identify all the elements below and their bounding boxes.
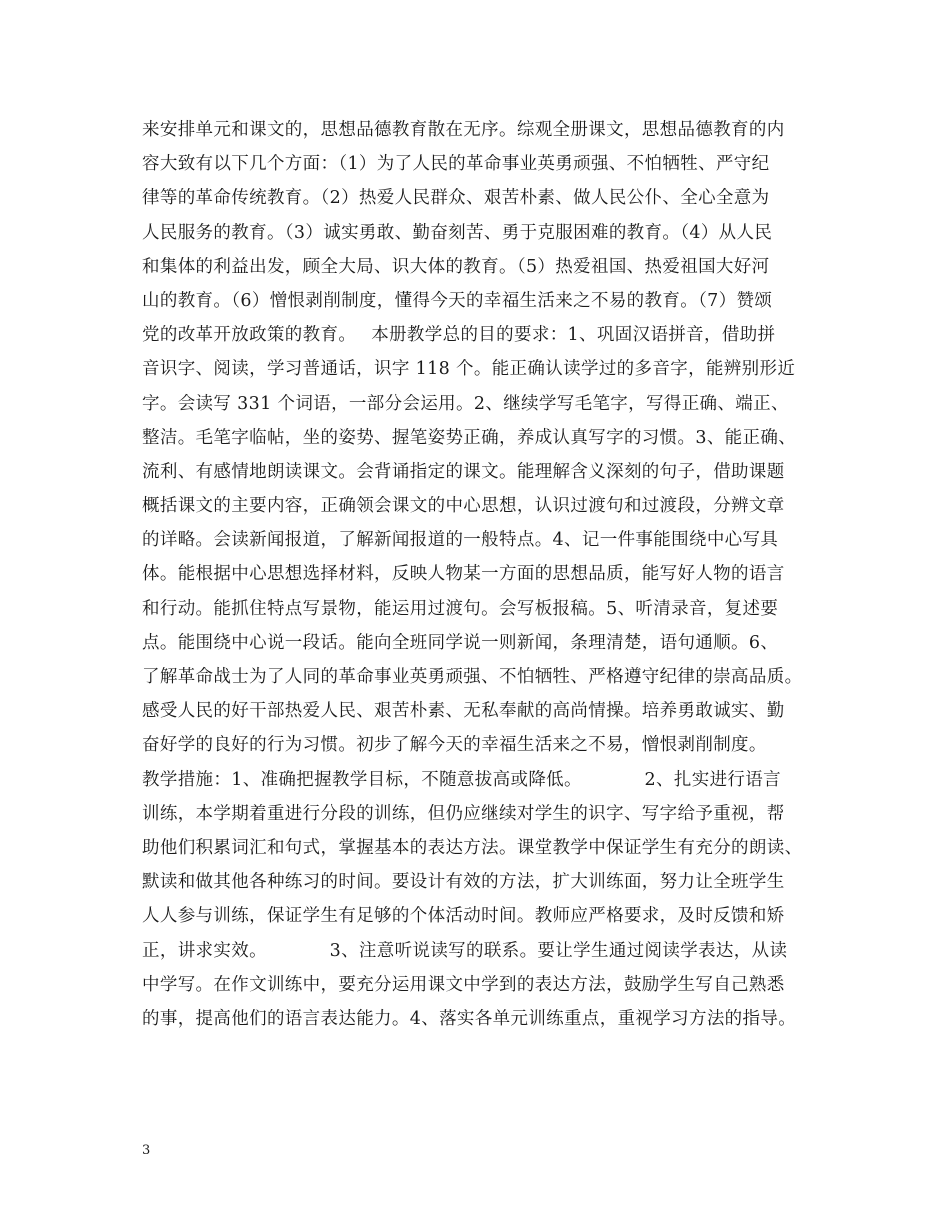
text-line: 点。能围绕中心说一段话。能向全班同学说一则新闻，条理清楚，语句通顺。6、 (142, 632, 779, 653)
text-line: 来安排单元和课文的，思想品德教育散在无序。综观全册课文，思想品德教育的内 (142, 120, 785, 140)
text-line: 训练，本学期着重进行分段的训练，但仍应继续对学生的识字、写字给予重视，帮 (142, 803, 785, 824)
text-line: 概括课文的主要内容，正确领会课文的中心思想，认识过渡句和过渡段，分辨文章 (142, 496, 785, 517)
text-line: 教学措施：1、准确把握教学目标，不随意拔高或降低。 2、扎实进行语言 (142, 769, 781, 790)
text-line: 奋好学的良好的行为习惯。初步了解今天的幸福生活来之不易，憎恨剥削制度。 (142, 735, 767, 756)
text-line: 体。能根据中心思想选择材料，反映人物某一方面的思想品质，能写好人物的语言 (142, 564, 785, 585)
text-line: 字。会读写 331 个词语，一部分会运用。2、继续学写毛笔字，写得正确、端正、 (142, 393, 789, 414)
text-line: 正，讲求实效。 3、注意听说读写的联系。要让学生通过阅读学表达，从读 (142, 940, 788, 961)
text-line: 助他们积累词汇和句式，掌握基本的表达方法。课堂教学中保证学生有充分的朗读、 (142, 837, 803, 858)
text-line: 感受人民的好干部热爱人民、艰苦朴素、无私奉献的高尚情操。培养勇敢诚实、勤 (142, 701, 785, 722)
text-line: 山的教育。（6）憎恨剥削制度，懂得今天的幸福生活来之不易的教育。（7）赞颂 (142, 290, 773, 311)
text-line: 律等的革命传统教育。（2）热爱人民群众、艰苦朴素、做人民公仆、全心全意为 (142, 188, 770, 209)
text-line: 党的改革开放政策的教育。 本册教学总的目的要求：1、巩固汉语拼音，借助拼 (142, 325, 776, 346)
text-line: 默读和做其他各种练习的时间。要设计有效的方法，扩大训练面，努力让全班学生 (142, 872, 785, 893)
text-line: 的事，提高他们的语言表达能力。4、落实各单元训练重点，重视学习方法的指导。 (142, 1008, 797, 1029)
text-line: 和行动。能抓住特点写景物，能运用过渡句。会写板报稿。5、听清录音，复述要 (142, 598, 779, 619)
body-text (142, 113, 822, 1036)
text-line: 了解革命战士为了人同的革命事业英勇顽强、不怕牺牲、严格遵守纪律的崇高品质。 (142, 667, 803, 687)
text-line: 的详略。会读新闻报道，了解新闻报道的一般特点。4、记一件事能围绕中心写具 (142, 530, 779, 551)
text-line: 整洁。毛笔字临帖，坐的姿势、握笔姿势正确，养成认真写字的习惯。3、能正确、 (142, 427, 797, 448)
text-line: 流利、有感情地朗读课文。会背诵指定的课文。能理解含义深刻的句子，借助课题 (142, 461, 785, 482)
text-line: 中学写。在作文训练中，要充分运用课文中学到的表达方法，鼓励学生写自己熟悉 (142, 974, 785, 995)
text-line: 人民服务的教育。（3）诚实勇敢、勤奋刻苦、勇于克服困难的教育。（4）从人民 (142, 222, 773, 243)
text-line: 音识字、阅读，学习普通话，识字 118 个。能正确认读学过的多音字，能辨别形近 (142, 359, 796, 380)
text-line: 容大致有以下几个方面：（1）为了人民的革命事业英勇顽强、不怕牺牲、严守纪 (142, 154, 770, 175)
text-line: 人人参与训练，保证学生有足够的个体活动时间。教师应严格要求，及时反馈和矫 (142, 906, 785, 927)
text-line: 和集体的利益出发，顾全大局、识大体的教育。（5）热爱祖国、热爱祖国大好河 (142, 256, 770, 277)
page-number: 3 (142, 1143, 151, 1158)
